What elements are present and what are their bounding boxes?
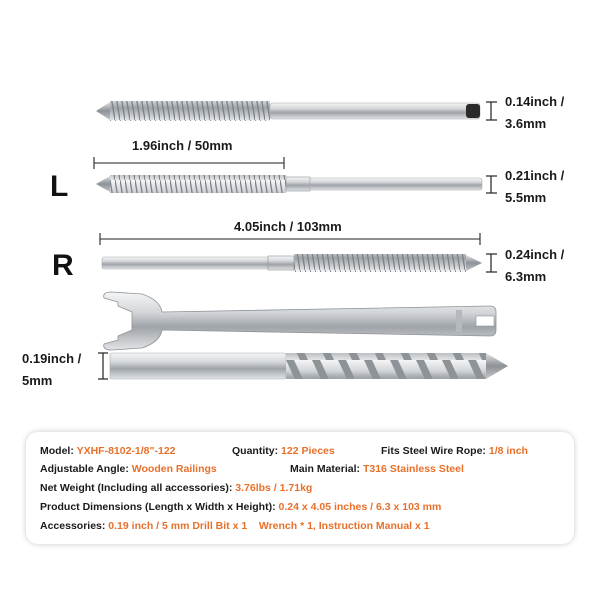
- top-end-size-2: 3.6mm: [505, 116, 547, 131]
- material-value: T316 Stainless Steel: [362, 463, 464, 475]
- accessories-value-1: 0.19 inch / 5 mm Drill Bit x 1: [108, 520, 248, 532]
- dimension-l-length: [94, 138, 284, 169]
- spec-row-dimensions: [40, 501, 441, 513]
- drill-size-2: 5mm: [22, 373, 53, 388]
- model-label: Model:: [40, 445, 74, 457]
- dimension-r-end: [486, 247, 565, 284]
- quantity-label: Quantity:: [232, 445, 279, 457]
- lag-screw-left-thread: [96, 175, 482, 193]
- top-end-size-1: 0.14inch /: [505, 94, 565, 109]
- right-thread-label: R: [52, 249, 74, 282]
- rope-label: Fits Steel Wire Rope:: [381, 445, 486, 457]
- dimension-l-end: [486, 168, 565, 205]
- drill-size-1: 0.19inch /: [22, 351, 82, 366]
- lag-screw-right-thread: [102, 254, 482, 272]
- angle-label: Adjustable Angle:: [40, 463, 129, 475]
- r-length-text: 4.05inch / 103mm: [234, 219, 342, 234]
- l-length-text: 1.96inch / 50mm: [132, 138, 233, 153]
- spec-row-quantity: [232, 445, 335, 457]
- spec-row-material: [290, 463, 464, 475]
- material-label: Main Material:: [290, 463, 361, 475]
- spec-row-weight: [40, 482, 312, 494]
- quantity-value: 122 Pieces: [281, 445, 335, 457]
- spec-row-angle: [40, 463, 217, 475]
- r-end-size-1: 0.24inch /: [505, 247, 565, 262]
- dims-label: Product Dimensions (Length x Width x Height):: [40, 501, 276, 513]
- wrench-icon: [104, 292, 496, 350]
- l-end-size-2: 5.5mm: [505, 190, 547, 205]
- spec-card: [26, 432, 574, 544]
- dimension-top-end: [486, 94, 565, 131]
- angle-value: Wooden Railings: [131, 463, 217, 475]
- weight-label: Net Weight (Including all accessories):: [40, 482, 233, 494]
- model-value: YXHF-8102-1/8"-122: [76, 445, 176, 457]
- spec-row-rope: [381, 445, 528, 457]
- r-end-size-2: 6.3mm: [505, 269, 547, 284]
- spec-row-accessories: [40, 520, 430, 532]
- dimension-r-length: [100, 219, 480, 245]
- rope-value: 1/8 inch: [488, 445, 528, 457]
- lag-screw-terminal-top: [96, 101, 480, 121]
- weight-value: 3.76lbs / 1.71kg: [235, 482, 313, 494]
- left-thread-label: L: [50, 170, 69, 203]
- accessories-value-2: Wrench * 1, Instruction Manual x 1: [258, 520, 430, 532]
- dimension-drill: [22, 351, 108, 388]
- spec-row-model: [40, 445, 176, 457]
- dims-value: 0.24 x 4.05 inches / 6.3 x 103 mm: [278, 501, 442, 513]
- accessories-label: Accessories:: [40, 520, 106, 532]
- l-end-size-1: 0.21inch /: [505, 168, 565, 183]
- drill-bit-icon: [110, 353, 508, 379]
